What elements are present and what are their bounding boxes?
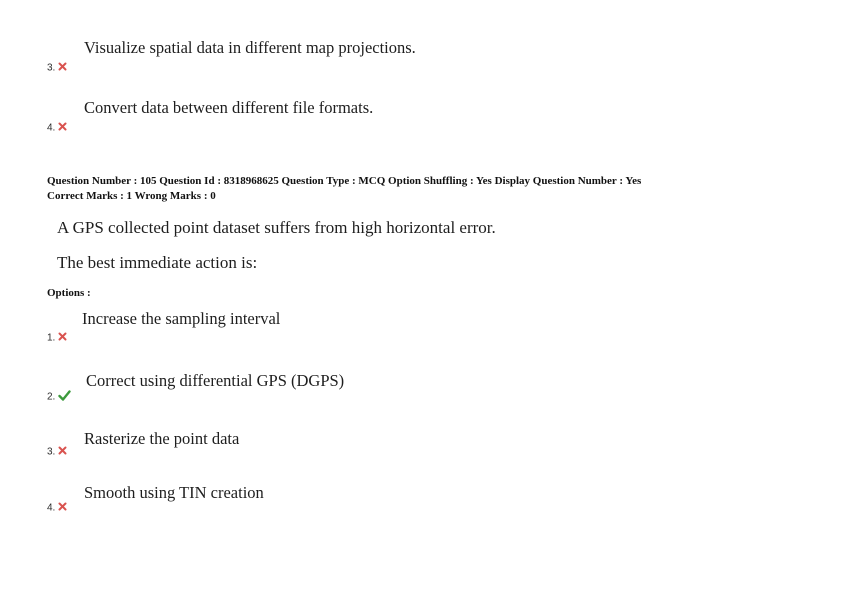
option-1-number-label: 1.	[47, 332, 56, 344]
options-label: Options :	[47, 287, 91, 299]
prev-option-4-text: Convert data between different file formats.	[84, 98, 374, 117]
question-meta-line-1: Question Number : 105 Question Id : 8318968625 Question Type : MCQ Option Shuffling : Yes Display Question Number : Yes	[47, 175, 642, 187]
option-2-number-label: 2.	[47, 391, 56, 403]
question-text-line-1: A GPS collected point dataset suffers from high horizontal error.	[57, 218, 496, 237]
option-3-number	[47, 446, 67, 458]
option-4-number	[47, 502, 67, 514]
option-1-text: Increase the sampling interval	[82, 309, 281, 328]
cross-icon	[58, 502, 67, 514]
option-4-text: Smooth using TIN creation	[84, 483, 264, 502]
option-4-number-label: 4.	[47, 502, 56, 514]
option-3-text: Rasterize the point data	[84, 429, 240, 448]
prev-option-4-number-label: 4.	[47, 122, 56, 134]
question-text-line-2: The best immediate action is:	[57, 253, 258, 272]
prev-option-3-number	[47, 62, 67, 74]
option-2-number	[47, 390, 71, 404]
prev-option-4-number	[47, 122, 67, 134]
cross-icon	[58, 122, 67, 134]
check-icon	[58, 390, 71, 404]
cross-icon	[58, 446, 67, 458]
option-2-text: Correct using differential GPS (DGPS)	[86, 371, 345, 390]
option-1-number	[47, 332, 67, 344]
question-meta-line-2: Correct Marks : 1 Wrong Marks : 0	[47, 190, 216, 202]
cross-icon	[58, 332, 67, 344]
prev-option-3-number-label: 3.	[47, 62, 56, 74]
option-3-number-label: 3.	[47, 446, 56, 458]
prev-option-3-text: Visualize spatial data in different map projections.	[84, 38, 416, 57]
cross-icon	[58, 62, 67, 74]
